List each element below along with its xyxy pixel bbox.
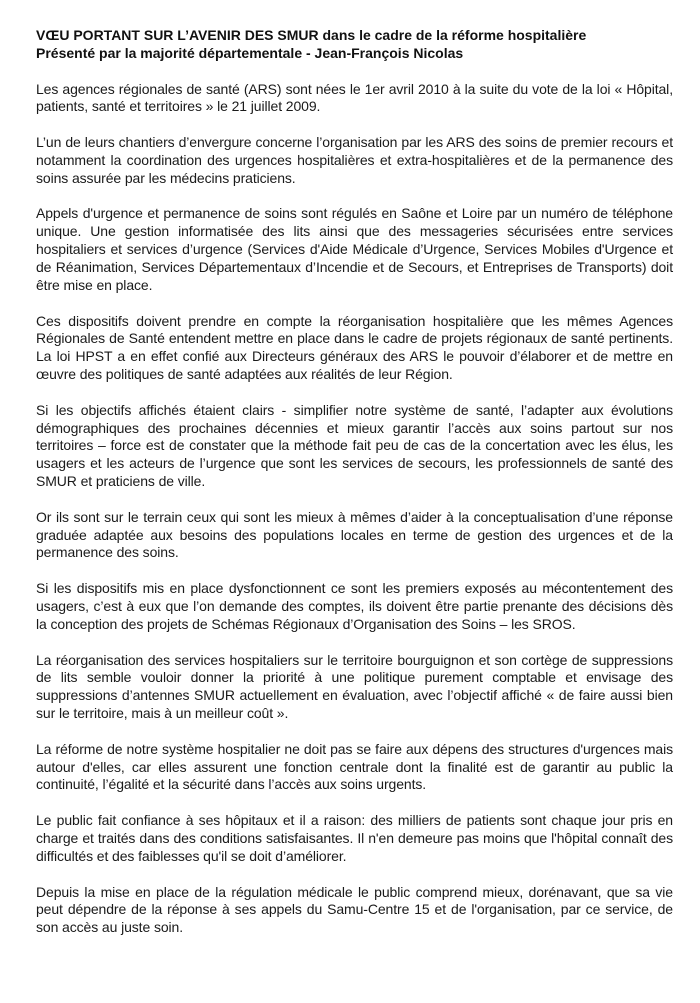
paragraph-reform: La réforme de notre système hospitalier ne doit pas se faire aux dépens des structures d'urgences mais autour d'elles, car elles assurent une fonction centrale dont la finalité est de garantir au public la continuité, l’égalité et la sécurité dans l’accès aux soins urgents. [36, 740, 673, 793]
paragraph-medical-regulation: Depuis la mise en place de la régulation médicale le public comprend mieux, dorénavant, que sa vie peut dépendre de la réponse à ses appels du Samu-Centre 15 et de l'organisation, par ce service, de son accès au juste soin. [36, 883, 673, 936]
paragraph-ars-creation: Les agences régionales de santé (ARS) sont nées le 1er avril 2010 à la suite du vote de la loi « Hôpital, patients, santé et territoires » le 21 juillet 2009. [36, 80, 673, 115]
paragraph-bed-suppression: La réorganisation des services hospitaliers sur le territoire bourguignon et son cortège de suppressions de lits semble vouloir donner la priorité à une politique purement comptable et envisage des suppressions d’antennes SMUR actuellement en évaluation, avec l’objectif affiché « de faire aussi bien sur le territoire, mais à un meilleur coût ». [36, 651, 673, 722]
document-title [36, 27, 673, 63]
title-line-1: VŒU PORTANT SUR L’AVENIR DES SMUR dans le cadre de la réforme hospitalière [36, 27, 587, 43]
paragraph-public-trust: Le public fait confiance à ses hôpitaux et il a raison: des milliers de patients sont chaque jour pris en charge et traités dans des conditions satisfaisantes. Il n'en demeure pas moins que l'hôpital connaît des difficultés et des faiblesses qu'il se doit d’améliorer. [36, 812, 673, 864]
paragraph-dysfunction: Si les dispositifs mis en place dysfonctionnent ce sont les premiers exposés au mécontentement des usagers, c’est à eux que l’on demande des comptes, ils doivent être partie prenante des décisions dès la conception des projets de Schémas Régionaux d’Organisation des Soins – les SROS. [36, 580, 673, 632]
paragraph-hospital-reorganisation: Ces dispositifs doivent prendre en compte la réorganisation hospitalière que les mêmes Agences Régionales de Santé entendent mettre en place dans le cadre de projets régionaux de santé pertinents. La loi HPST a en effet confié aux Directeurs généraux des ARS le pouvoir d’élaborer et de mettre en œuvre des politiques de santé adaptées aux réalités de leur Région. [36, 312, 673, 383]
document-page [36, 27, 673, 937]
paragraph-field-actors: Or ils sont sur le terrain ceux qui sont les mieux à mêmes d’aider à la conceptualisation d’une réponse graduée adaptée aux besoins des populations locales en terme de gestion des urgences et de la permanence des soins. [36, 508, 673, 561]
paragraph-ars-projects: L’un de leurs chantiers d’envergure concerne l’organisation par les ARS des soins de premier recours et notamment la coordination des urgences hospitalières et extra-hospitalières et de la permanence des soins assurée par les médecins praticiens. [36, 134, 673, 186]
paragraph-objectives: Si les objectifs affichés étaient clairs - simplifier notre système de santé, l’adapter aux évolutions démographiques des prochaines décennies et mieux garantir l’accès aux soins partout sur nos territoires – force est de constater que la méthode fait peu de cas de la concertation avec les élus, les usagers et les acteurs de l’urgence que sont les services de secours, les professionnels de santé des SMUR et praticiens de ville. [36, 401, 673, 490]
title-line-2-author: Présenté par la majorité départementale - Jean-François Nicolas [36, 44, 464, 61]
paragraph-emergency-calls: Appels d'urgence et permanence de soins sont régulés en Saône et Loire par un numéro de téléphone unique. Une gestion informatisée des lits ainsi que des messageries sécurisées entre services hospitaliers et services d’urgence (Services d'Aide Médicale d’Urgence, Services Mobiles d'Urgence et de Réanimation, Services Départementaux d’Incendie et de Secours, et Entreprises de Transports) doit être mise en place. [36, 205, 673, 293]
